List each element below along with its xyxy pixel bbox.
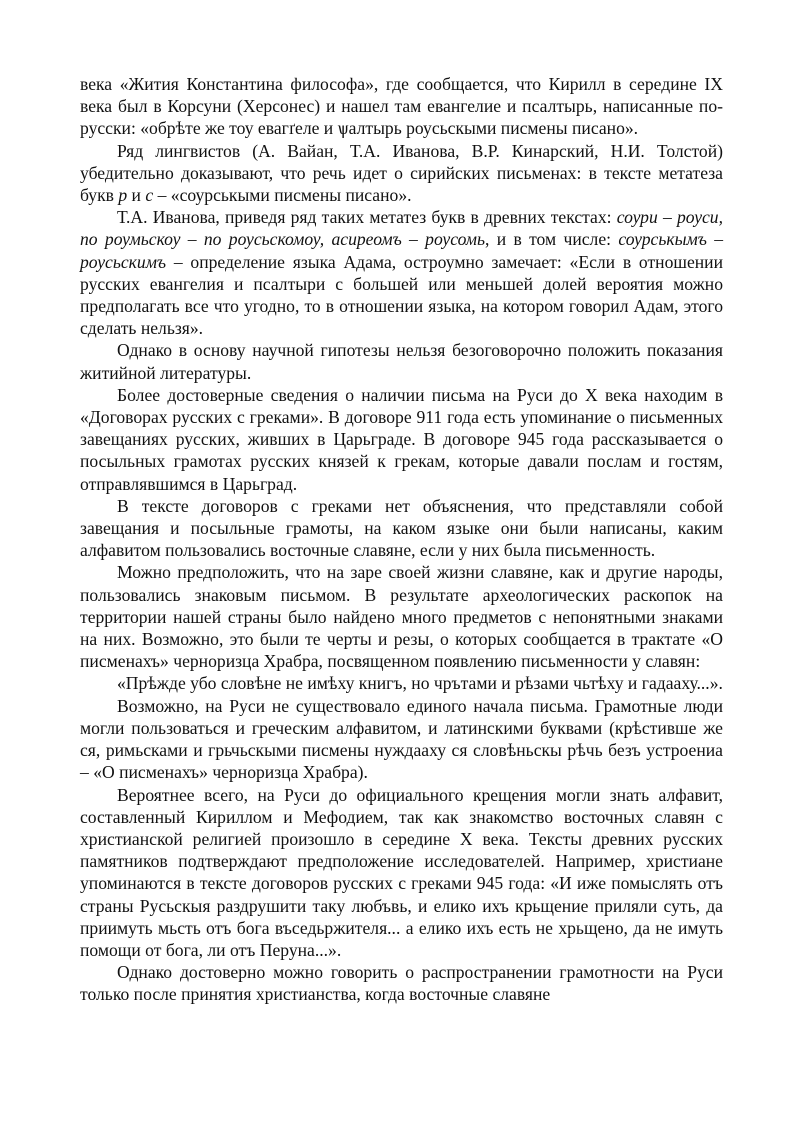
- paragraph-9: Возможно, на Руси не существовало единого начала письма. Грамотные люди могли пользоваться и греческим алфавитом, и латинскими буквами (крѣстивше же ся, римьсками и грьчьскыми писмены нуждааху ся словѣньскы рѣчь безъ устроениа – «О писменахъ» черноризца Храбра).: [80, 695, 723, 783]
- paragraph-10: Вероятнее всего, на Руси до официального крещения могли знать алфавит, составленный Кириллом и Мефодием, так как знакомство восточных славян с христианской религией произошло в середине X века. Тексты древних русских памятников подтверждают предположение исследователей. Например, христиане упоминаются в тексте договоров русских с греками 945 года: «И иже помыслять отъ страны Русьскыя раздрушити таку любъвь, и елико ихъ крьщение приляли суть, да приимуть мьсть отъ бога въседьржителя... а елико ихъ есть не хрьщено, да не имуть помощи от бога, ли отъ Перуна...».: [80, 784, 723, 960]
- paragraph-3: Т.А. Иванова, приведя ряд таких метатез букв в древних текстах: соури – роуси, по роумьскоу – по роусьскомоу, асиреомъ – роусомь, и в том числе: соурськымъ – роусьскимъ – определение языка Адама, остроумно замечает: «Если в отношении русских евангелия и псалтыри с большей или меньшей долей вероятия можно предполагать все что угодно, то в отношении языка, на котором говорил Адам, этого сделать нельзя».: [80, 207, 724, 339]
- paragraph-8: «Прѣжде убо словѣне не имѣху книгъ, но чрътами и рѣзами чьтѣху и гадааху...».: [117, 673, 723, 694]
- paragraph-6: В тексте договоров с греками нет объяснения, что представляли собой завещания и посыльные грамоты, на каком языке они были написаны, каким алфавитом пользовались восточные славяне, если у них была письменность.: [80, 495, 723, 561]
- paragraph-1: века «Жития Константина философа», где сообщается, что Кирилл в середине IX века был в Корсуни (Херсонес) и нашел там евангелие и псалтырь, написанные по-русски: «обрѣте же тоу евагґеле и ѱалтырь роусьскыми писмены писано».: [80, 74, 723, 139]
- paragraph-7: Можно предположить, что на заре своей жизни славяне, как и другие народы, пользовались знаковым письмом. В результате археологических раскопок на территории нашей страны было найдено много предметов с непонятными знаками на них. Возможно, это были те черты и резы, о которых сообщается в трактате «О писменахъ» черноризца Храбра, посвященном появлению письменности у славян:: [80, 562, 723, 672]
- paragraph-11: Однако достоверно можно говорить о распространении грамотности на Руси только после принятия христианства, когда восточные славяне: [80, 962, 723, 1005]
- paragraph-2: Ряд лингвистов (А. Вайан, Т.А. Иванова, В.Р. Кинарский, Н.И. Толстой) убедительно доказывают, что речь идет о сирийских письменах: в тексте метатеза букв р и с – «соурськыми писмены писано».: [80, 140, 723, 206]
- paragraph-5: Более достоверные сведения о наличии письма на Руси до X века находим в «Договорах русских с греками». В договоре 911 года есть упоминание о письменных завещаниях русских, живших в Царьграде. В договоре 945 года рассказывается о посыльных грамотах русских князей к грекам, которые давали послам и гостям, отправлявшимся в Царьград.: [80, 384, 723, 494]
- document-body: [80, 73, 723, 1006]
- paragraph-4: Однако в основу научной гипотезы нельзя безоговорочно положить показания житийной литературы.: [80, 340, 723, 383]
